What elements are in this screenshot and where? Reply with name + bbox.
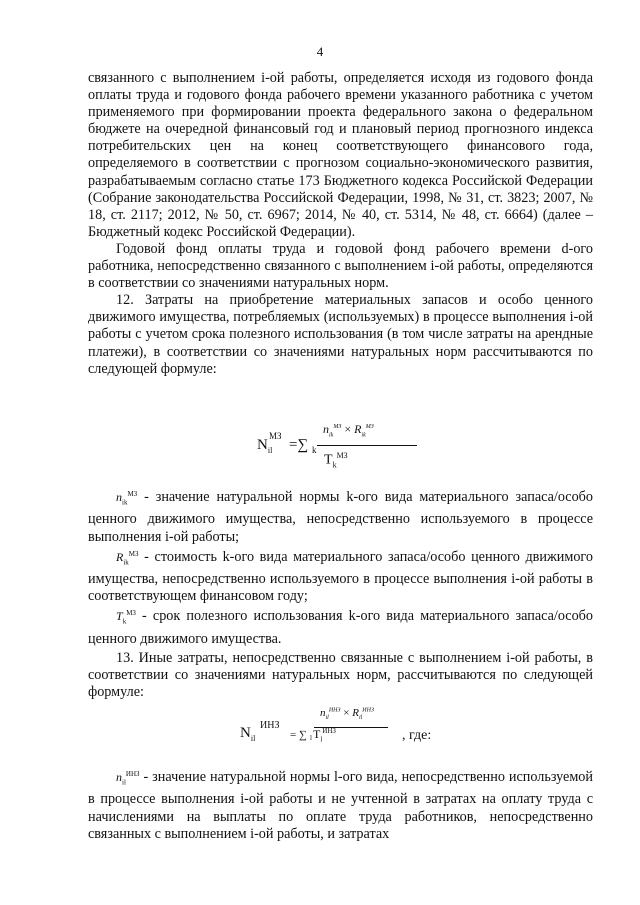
formula-materials: $N_{il}$ МЗ =∑ k $n_{ik}^{МЗ} \times R_{ik}^{МЗ}$ $T_k^{МЗ}$: [257, 425, 457, 475]
definitions-materials: [88, 486, 593, 701]
paragraph-item-12: 12. Затраты на приобретение материальных запасов и особо ценного движимого имущества, потребляемых (используемых) в процессе выполнения i-ой работы с учетом срока полезного использования (в том числе затраты на арендные платежи), в соответствии со значениями натуральных норм рассчитываются по следующей формуле:: [88, 292, 593, 377]
formula1-lhs: N: [257, 437, 268, 453]
paragraph-continuation: связанного с выполнением i-ой работы, определяется исходя из годового фонда оплаты труда и годового фонда рабочего времени указанного работника с учетом применяемого при формировании проекта федерального закона о федеральном бюджете на очередной финансовый год и плановый период прогнозного индекса потребительских цен на конец соответствующего финансового года, определяемого в соответствии с прогнозом социально-экономического развития, разрабатываемым согласно статье 173 Бюджетного кодекса Российской Федерации (Собрание законодательства Российской Федерации, 1998, № 31, ст. 3823; 2007, № 18, ст. 2117; 2012, № 50, ст. 6967; 2014, № 40, ст. 5314, № 48, ст. 6664) (далее – Бюджетный кодекс Российской Федерации).: [88, 70, 593, 240]
formula1-numerator: $n_{ik}^{МЗ} \times R_{ik}^{МЗ}$: [323, 422, 374, 439]
def-t-mz: $T_k^{МЗ}$ - срок полезного использования k-ого вида материального запаса/особо ценного движимого имущества.: [88, 608, 593, 647]
formula1-sum: =∑: [289, 437, 309, 453]
formula1-denominator: $T_k^{МЗ}$: [324, 451, 348, 470]
formula1-fraction-bar: [317, 445, 417, 446]
formula2-lhs-sup: ИНЗ: [260, 720, 280, 731]
formula2-sum-index: l: [310, 734, 312, 742]
definitions-other-costs: [88, 766, 593, 843]
def-r-mz: $R_{ik}^{МЗ}$ - стоимость k-ого вида материального запаса/особо ценного движимого имущества, непосредственно используемого в процессе выполнения i-ой работы в соответствующем финансовом году;: [88, 548, 593, 605]
body-text-top: [88, 70, 593, 378]
formula1-lhs-sup: МЗ: [269, 431, 282, 441]
page-number: 4: [316, 44, 324, 59]
def-n-inz: $n_{il}^{ИНЗ}$ - значение натуральной нормы l-ого вида, непосредственно используемой в процессе выполнения i-ой работы и не учтенной в затратах на оплату труда с начислениями на выплаты по оплате труда работников, непосредственно связанных с выполнением i-ой работы, и затратах: [88, 769, 593, 842]
formula2-sum: = ∑: [290, 729, 307, 741]
formula2-lhs: N: [240, 725, 251, 741]
paragraph-annual-fund: Годовой фонд оплаты труда и годовой фонд рабочего времени d-ого работника, непосредственно связанного с выполнением i-ой работы, определяются в соответствии со значениями натуральных норм.: [88, 240, 593, 292]
formula2-denominator: $T_l^{ИНЗ}$: [313, 727, 336, 744]
def-n-mz: $n_{ik}^{МЗ}$ - значение натуральной нормы k-ого вида материального запаса/особо ценного движимого имущества, непосредственно используемого в процессе выполнения i-ой работы;: [88, 489, 593, 545]
formula1-sum-index: k: [312, 445, 317, 455]
formula2-numerator: $n_{il}^{ИНЗ} \times R_{il}^{ИНЗ}$: [320, 707, 374, 722]
formula-other-costs: $N_{il}$ ИНЗ = ∑ l $n_{il}^{ИНЗ} \times R_{il}^{ИНЗ}$ $T_l^{ИНЗ}$ , где:: [240, 707, 432, 744]
formula2-where: , где:: [402, 728, 432, 743]
paragraph-item-13: 13. Иные затраты, непосредственно связанные с выполнением i-ой работы, в соответствии со значениями натуральных норм, рассчитываются по следующей формуле:: [88, 649, 593, 701]
